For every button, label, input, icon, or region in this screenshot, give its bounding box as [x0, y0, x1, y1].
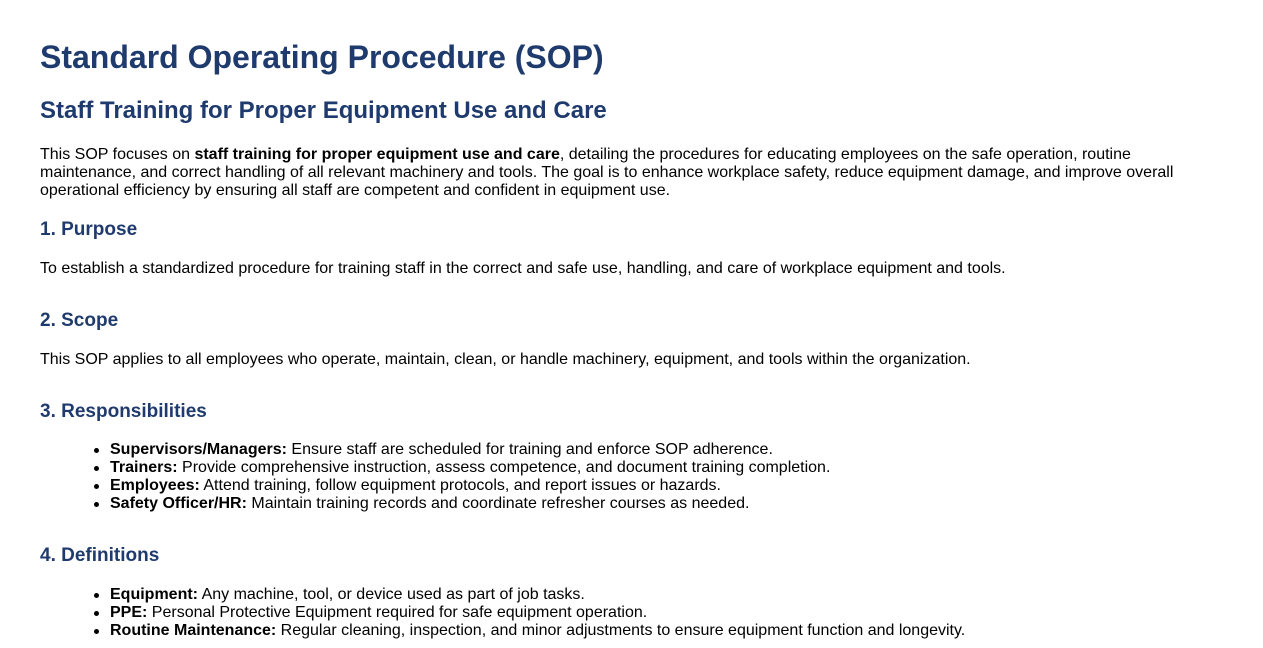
purpose-text: To establish a standardized procedure for training staff in the correct and safe use, handling, and care of workplace equipment and tools.	[40, 260, 1006, 277]
list-item-text: Personal Protective Equipment required for safe equipment operation.	[147, 604, 648, 621]
list-item-term: PPE:	[110, 604, 148, 621]
bullet-icon	[94, 593, 99, 598]
list-item-term: Equipment:	[110, 586, 198, 603]
list-item-text: Provide comprehensive instruction, assess competence, and document training completion.	[177, 459, 831, 476]
list-item	[110, 441, 830, 459]
intro-text-end: , detailing the procedures for educating employees on the safe operation, routine maintenance, and correct handling of all relevant machinery and tools. The goal is to enhance workplace safety, reduce equipment damage, and improve overall operational efficiency by ensuring all staff are competent and confident in equipment use.	[40, 146, 1174, 199]
list-item	[110, 604, 965, 622]
list-item-text: Attend training, follow equipment protocols, and report issues or hazards.	[199, 477, 721, 494]
list-item-term: Routine Maintenance:	[110, 622, 277, 639]
page-subtitle: Staff Training for Proper Equipment Use and Care	[40, 97, 607, 124]
bullet-icon	[94, 611, 99, 616]
scope-heading: 2. Scope	[40, 310, 119, 331]
intro-emphasis: staff training for proper equipment use and care	[194, 146, 560, 163]
list-item-term: Trainers:	[110, 459, 178, 476]
scope-text: This SOP applies to all employees who operate, maintain, clean, or handle machinery, equipment, and tools within the organization.	[40, 351, 971, 368]
bullet-icon	[94, 466, 99, 471]
definitions-list	[40, 586, 965, 640]
purpose-heading: 1. Purpose	[40, 219, 138, 240]
list-item-text: Maintain training records and coordinate refresher courses as needed.	[246, 495, 750, 512]
page-title: Standard Operating Procedure (SOP)	[40, 39, 604, 75]
list-item-text: Regular cleaning, inspection, and minor adjustments to ensure equipment function and longevity.	[276, 622, 966, 639]
list-item	[110, 586, 965, 604]
intro-paragraph	[40, 146, 1190, 200]
list-item-term: Supervisors/Managers:	[110, 441, 287, 458]
responsibilities-list	[40, 441, 830, 513]
list-item	[110, 495, 830, 513]
list-item-term: Safety Officer/HR:	[110, 495, 247, 512]
list-item-term: Employees:	[110, 477, 200, 494]
list-item	[110, 622, 965, 640]
definitions-heading: 4. Definitions	[40, 545, 160, 566]
bullet-icon	[94, 484, 99, 489]
list-item	[110, 459, 830, 477]
bullet-icon	[94, 502, 99, 507]
list-item-text: Any machine, tool, or device used as part of job tasks.	[198, 586, 585, 603]
list-item-text: Ensure staff are scheduled for training and enforce SOP adherence.	[286, 441, 773, 458]
responsibilities-heading: 3. Responsibilities	[40, 401, 207, 422]
intro-text-start: This SOP focuses on	[40, 146, 195, 163]
bullet-icon	[94, 629, 99, 634]
bullet-icon	[94, 448, 99, 453]
list-item	[110, 477, 830, 495]
